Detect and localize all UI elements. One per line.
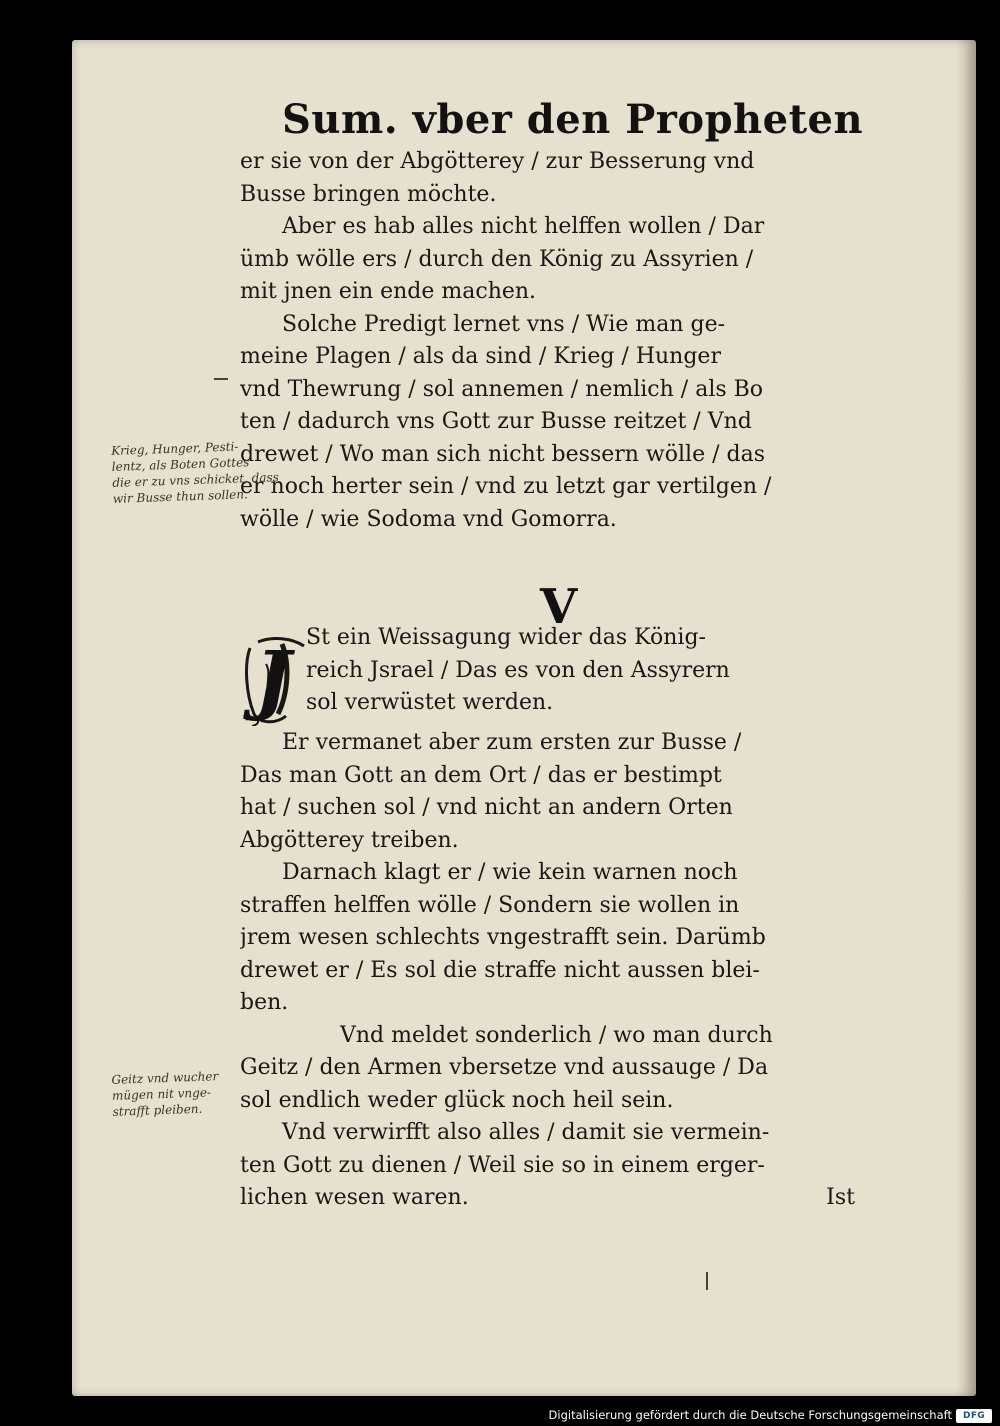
- text-line: St ein Weissagung wider das König-: [306, 625, 706, 650]
- drop-text-block: [306, 622, 856, 720]
- margin-mark: [214, 378, 228, 380]
- text-line: drewet er / Es sol die straffe nicht aussen blei-: [240, 957, 760, 983]
- text-line: Aber es hab alles nicht helffen wollen / Dar: [282, 214, 765, 239]
- text-line: straffen helffen wölle / Sondern sie wollen in: [240, 892, 740, 918]
- text-line: er noch herter sein / vnd zu letzt gar vertilgen /: [240, 474, 772, 499]
- text-line: hat / suchen sol / vnd nicht an andern Orten: [240, 795, 733, 820]
- page-edge-shadow: [956, 40, 976, 1396]
- margin-note-line: mügen nit vnge-: [111, 1085, 212, 1103]
- text-line: Vnd meldet sonderlich / wo man durch: [340, 1022, 773, 1048]
- text-line: Geitz / den Armen vbersetze vnd aussauge / Da: [240, 1055, 769, 1080]
- margin-note-line: lentz, als Boten Gottes: [111, 455, 250, 474]
- text-line: meine Plagen / als da sind / Krieg / Hunger: [240, 344, 721, 369]
- text-line: ben.: [240, 990, 289, 1015]
- page-mark: [706, 1272, 708, 1290]
- text-line: wölle / wie Sodoma vnd Gomorra.: [240, 506, 617, 532]
- margin-note-line: wir Busse thun sollen.: [112, 487, 249, 506]
- text-line: Busse bringen möchte.: [240, 181, 497, 207]
- text-block-top: [240, 146, 855, 536]
- running-head: Sum. vber den Propheten: [282, 96, 864, 143]
- text-line: er sie von der Abgötterey / zur Besserung vnd: [240, 149, 755, 174]
- text-line: ten / dadurch vns Gott zur Busse reitzet / Vnd: [240, 409, 752, 434]
- footer-credit: Digitalisierung gefördert durch die Deutsche Forschungsgemeinschaft: [548, 1408, 952, 1422]
- text-line: reich Jsrael / Das es von den Assyrern: [306, 657, 730, 683]
- text-line: ümb wölle ers / durch den König zu Assyrien /: [240, 246, 754, 272]
- text-line: Solche Predigt lernet vns / Wie man ge-: [282, 311, 726, 337]
- text-line: lichen wesen waren.: [240, 1185, 469, 1210]
- decorated-initial: J: [255, 634, 291, 723]
- text-line: Abgötterey treiben.: [240, 827, 459, 853]
- text-line: Vnd verwirfft also alles / damit sie vermein-: [282, 1120, 770, 1145]
- dfg-logo: DFG: [956, 1409, 992, 1423]
- text-block-after: [240, 727, 855, 1215]
- text-line: Er vermanet aber zum ersten zur Busse /: [282, 730, 742, 755]
- text-line: drewet / Wo man sich nicht bessern wölle / das: [240, 441, 765, 467]
- margin-note-line: die er zu vns schicket, dass: [112, 470, 280, 490]
- text-line: sol endlich weder glück noch heil sein.: [240, 1087, 674, 1113]
- margin-note-2: [111, 1068, 219, 1120]
- text-line: vnd Thewrung / sol annemen / nemlich / als Bo: [240, 376, 764, 402]
- footer-bar: [0, 1406, 1000, 1426]
- catchword: Ist: [826, 1185, 855, 1210]
- margin-note-line: Geitz vnd wucher: [111, 1069, 219, 1087]
- margin-note-line: Krieg, Hunger, Pesti-: [110, 439, 239, 458]
- text-line: Darnach klagt er / wie kein warnen noch: [282, 860, 738, 885]
- margin-note-1: [111, 437, 280, 507]
- text-line: jrem wesen schlechts vngestrafft sein. Darümb: [240, 925, 766, 950]
- chapter-numeral: V: [540, 579, 578, 635]
- margin-note-line: strafft pleiben.: [112, 1101, 203, 1119]
- text-line: Das man Gott an dem Ort / das er bestimpt: [240, 762, 722, 788]
- text-line: mit jnen ein ende machen.: [240, 279, 537, 304]
- text-line: sol verwüstet werden.: [306, 690, 554, 715]
- text-line-with-catchword: [240, 1182, 855, 1215]
- text-line: ten Gott zu dienen / Weil sie so in einem erger-: [240, 1152, 765, 1178]
